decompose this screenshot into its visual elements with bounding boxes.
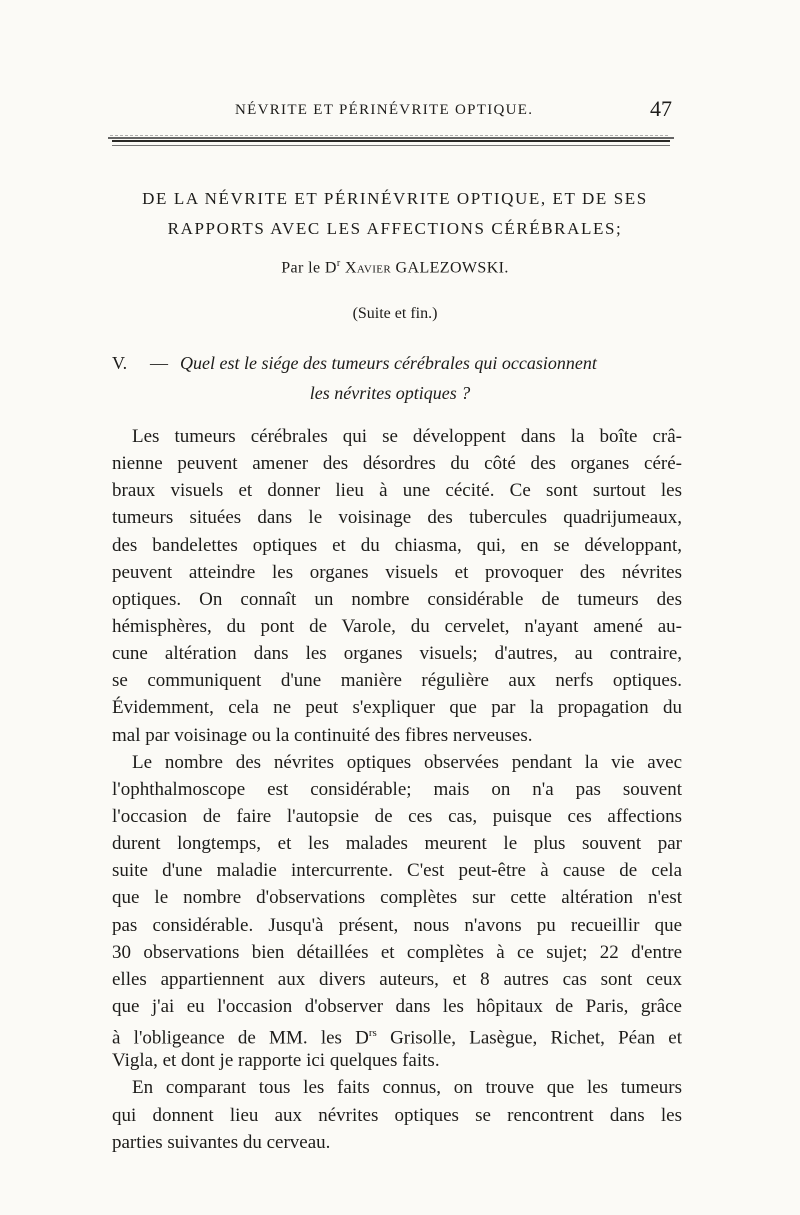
body-line: En comparant tous les faits connus, on trouve que les tumeurs [132, 1077, 682, 1099]
body-line-superscript: rs [368, 1027, 377, 1040]
body-line-part: Grisolle, Lasègue, Richet, Péan et [390, 1027, 682, 1049]
author-lastname: GALEZOWSKI. [395, 259, 509, 277]
body-line: nienne peuvent amener des désordres du côté des organes céré- [112, 453, 682, 475]
running-title: NÉVRITE ET PÉRINÉVRITE OPTIQUE. [235, 102, 534, 118]
body-line: 30 observations bien détaillées et complètes à ce sujet; 22 d'entre [112, 941, 682, 963]
body-line: Le nombre des névrites optiques observées pendant la vie avec [132, 751, 682, 773]
body-line: que le nombre d'observations complètes sur cette altération n'est [112, 887, 682, 909]
body-line: l'ophthalmoscope est considérable; mais on n'a pas souvent [112, 778, 682, 800]
author-prefix: Par le D [281, 259, 337, 277]
author-firstname: Xavier [344, 259, 392, 277]
body-line: Les tumeurs cérébrales qui se développent dans la boîte crâ- [132, 426, 682, 447]
body-line: l'occasion de faire l'autopsie de ces cas, puisque ces affections [112, 805, 682, 827]
author-prefix-superscript: r [336, 258, 341, 269]
body-text [112, 423, 682, 1156]
body-line: se communiquent d'une manière régulière aux nerfs optiques. [112, 670, 682, 692]
body-line: optiques. On connaît un nombre considérable de tumeurs des [112, 588, 682, 610]
article-title-line-2: RAPPORTS AVEC LES AFFECTIONS CÉRÉBRALES; [167, 219, 623, 238]
body-line: braux visuels et donner lieu à une cécité. Ce sont surtout les [112, 480, 682, 502]
body-line: cune altération dans les organes visuels; d'autres, au contraire, [112, 643, 682, 665]
body-line: qui donnent lieu aux névrites optiques se rencontrent dans les [112, 1104, 682, 1126]
section-numeral: V. [112, 353, 128, 373]
author-byline [110, 258, 680, 277]
section-question-line-2: les névrites optiques ? [309, 383, 471, 403]
body-line: Évidemment, cela ne peut s'expliquer que par la propagation du [112, 697, 682, 719]
body-line-part: à l'obligeance de MM. les D [112, 1027, 369, 1049]
continuation-note: (Suite et fin.) [352, 305, 438, 322]
body-line: que j'ai eu l'occasion d'observer dans les hôpitaux de Paris, grâce [112, 995, 682, 1017]
body-line: mal par voisinage ou la continuité des fibres nerveuses. [112, 724, 533, 746]
article-title-line-1: DE LA NÉVRITE ET PÉRINÉVRITE OPTIQUE, ET DE SES [142, 189, 648, 208]
page-number: 47 [650, 96, 672, 121]
body-line: peuvent atteindre les organes visuels et provoquer des névrites [112, 561, 682, 583]
article-title [110, 184, 680, 244]
body-line: parties suivantes du cerveau. [112, 1131, 331, 1153]
body-line: durent longtemps, et les malades meurent le plus souvent par [112, 833, 682, 855]
body-line: tumeurs situées dans le voisinage des tubercules quadrijumeaux, [112, 507, 682, 529]
body-line: des bandelettes optiques et du chiasma, qui, en se développant, [112, 534, 682, 556]
body-line: pas considérable. Jusqu'à présent, nous n'avons pu recueillir que [112, 914, 682, 936]
body-line: Vigla, et dont je rapporte ici quelques faits. [112, 1050, 440, 1072]
section-dash: — [150, 353, 168, 373]
header-rule [112, 140, 670, 142]
section-question-line-1: Quel est le siége des tumeurs cérébrales qui occasionnent [180, 353, 597, 373]
header-rule-secondary [112, 145, 670, 146]
body-line: hémisphères, du pont de Varole, du cervelet, n'ayant amené au- [112, 615, 682, 637]
body-line-with-superscript [112, 1020, 682, 1047]
body-line: elles appartiennent aux divers auteurs, et 8 autres cas sont ceux [112, 968, 682, 990]
body-line: suite d'une maladie intercurrente. C'est peut-être à cause de cela [112, 860, 682, 882]
running-head [110, 96, 680, 126]
